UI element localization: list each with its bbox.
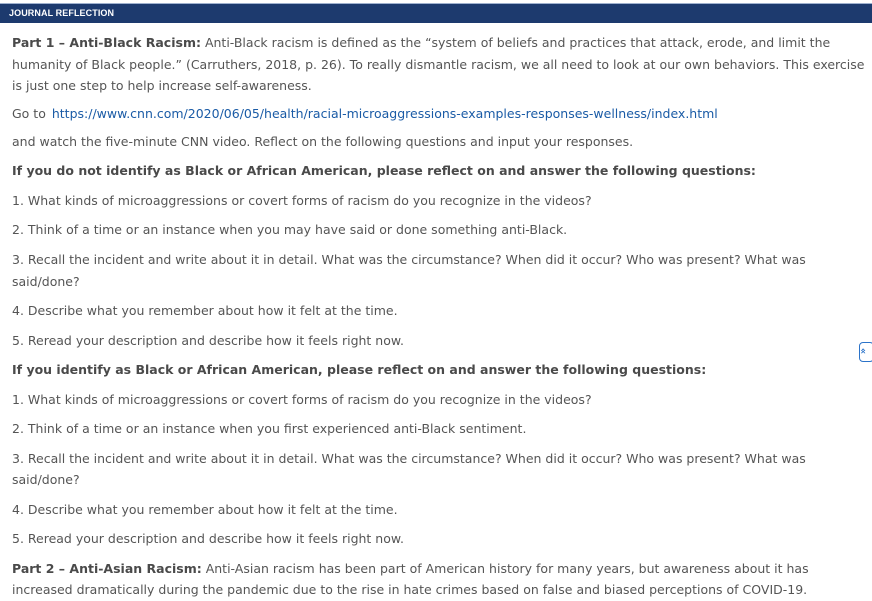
- part2-text: Anti-Asian racism has been part of American history for many years, but awareness about it has increased dramatically during the pandemic due to the rise in hate crimes based on false and biased perceptions of COVID-19.: [12, 560, 809, 598]
- double-chevron-up-icon: »: [858, 347, 870, 355]
- scroll-top-button[interactable]: [859, 342, 872, 362]
- black-question-1: 1. What kinds of microaggressions or covert forms of racism do you recognize in the videos?: [12, 391, 592, 407]
- non-black-question-3: 3. Recall the incident and write about it in detail. What was the circumstance? When did it occur? Who was present? What was said/done?: [12, 251, 806, 289]
- black-heading: If you identify as Black or African American, please reflect on and answer the following questions:: [12, 362, 707, 378]
- black-question-5: 5. Reread your description and describe how it feels right now.: [12, 531, 404, 547]
- black-question-3: 3. Recall the incident and write about it in detail. What was the circumstance? When did it occur? Who was present? What was said/done?: [12, 450, 806, 488]
- part1-text: Anti-Black racism is defined as the “system of beliefs and practices that attack, erode, and limit the humanity of Black people.” (Carruthers, 2018, p. 26). To really dismantle racism, we all need to look at our own behaviors. This exercise is just one step to help increase self-awareness.: [12, 35, 865, 94]
- part2-paragraph: [12, 558, 868, 601]
- journal-header: [0, 3, 872, 23]
- part2-label: Part 2 – Anti-Asian Racism:: [12, 560, 202, 576]
- goto-prefix: Go to: [12, 106, 46, 122]
- non-black-heading: If you do not identify as Black or African American, please reflect on and answer the following questions:: [12, 163, 756, 179]
- part1-paragraph: [12, 32, 868, 97]
- part1-label: Part 1 – Anti-Black Racism:: [12, 35, 201, 50]
- cnn-video-link[interactable]: https://www.cnn.com/2020/06/05/health/racial-microaggressions-examples-responses-wellness/index.html: [51, 106, 718, 122]
- goto-line: [12, 103, 868, 125]
- black-question-4: 4. Describe what you remember about how it felt at the time.: [12, 501, 398, 517]
- journal-content: [12, 32, 868, 601]
- header-title: JOURNAL REFLECTION: [9, 8, 115, 18]
- non-black-question-1: 1. What kinds of microaggressions or covert forms of racism do you recognize in the videos?: [12, 192, 592, 208]
- non-black-question-2: 2. Think of a time or an instance when you may have said or done something anti-Black.: [12, 222, 568, 238]
- non-black-question-4: 4. Describe what you remember about how it felt at the time.: [12, 303, 398, 319]
- black-question-2: 2. Think of a time or an instance when you first experienced anti-Black sentiment.: [12, 421, 527, 437]
- watch-instructions: and watch the five-minute CNN video. Reflect on the following questions and input your responses.: [12, 133, 634, 149]
- non-black-question-5: 5. Reread your description and describe how it feels right now.: [12, 332, 404, 348]
